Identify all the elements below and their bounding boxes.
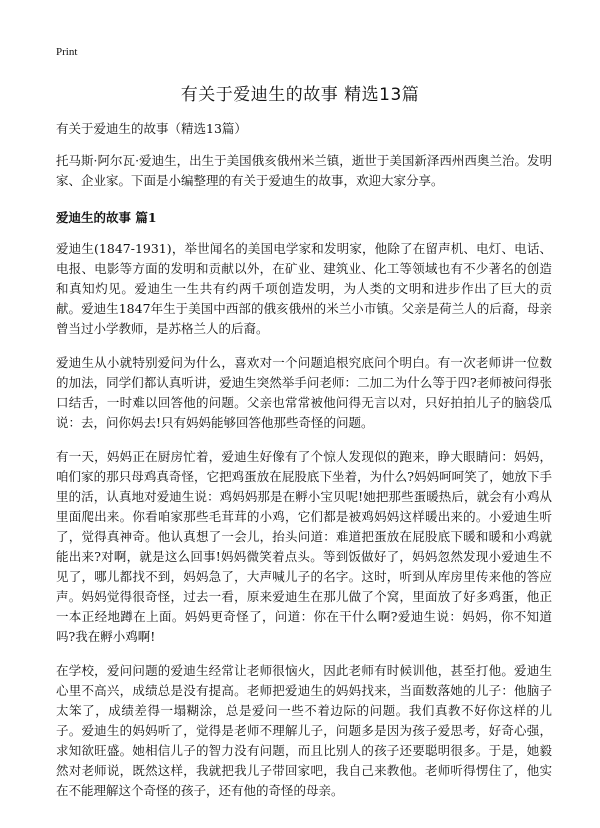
section-heading: 爱迪生的故事 篇1 (56, 210, 157, 225)
body-paragraph: 爱迪生从小就特别爱问为什么，喜欢对一个问题追根究底问个明白。有一次老师讲一位数的加法，同学们都认真听讲，爱迪生突然举手问老师：二加二为什么等于四?老师被问得张口结舌，一时难以回答他的问题。父亲也常常被他问得无言以对，只好拍拍儿子的脑袋瓜说：去，问你妈去!只有妈妈能够回答他那些奇怪的问题。 (56, 355, 552, 430)
document-body (56, 121, 552, 815)
print-label[interactable]: Print (56, 46, 78, 58)
body-paragraph: 爱迪生(1847-1931)，举世闻名的美国电学家和发明家，他除了在留声机、电灯、电话、电报、电影等方面的发明和贡献以外，在矿业、建筑业、化工等领域也有不少著名的创造和真知灼见。爱迪生一生共有约两千项创造发明，为人类的文明和进步作出了巨大的贡献。爱迪生1847年生于美国中西部的俄亥俄州的米兰小市镇。父亲是荷兰人的后裔，母亲曾当过小学教师，是苏格兰人的后裔。 (56, 241, 552, 336)
document-subtitle: 有关于爱迪生的故事（精选13篇） (56, 121, 247, 136)
body-paragraph: 在学校，爱问问题的爱迪生经常让老师很恼火，因此老师有时候训他，甚至打他。爱迪生心里不高兴，成绩总是没有提高。老师把爱迪生的妈妈找来，当面数落她的儿子：他脑子太笨了，成绩差得一塌糊涂，总是爱问一些不着边际的问题。我们真教不好你这样的儿子。爱迪生的妈妈听了，觉得是老师不理解儿子，问题多是因为孩子爱思考，好奇心强，求知欲旺盛。她相信儿子的智力没有问题，而且比别人的孩子还要聪明很多。于是，她毅然对老师说，既然这样，我就把我儿子带回家吧，我自己来教他。老师听得愣住了，他实在不能理解这个奇怪的孩子，还有他的奇怪的母亲。 (56, 663, 552, 798)
document-title: 有关于爱迪生的故事 精选13篇 (180, 85, 420, 105)
body-paragraph: 有一天，妈妈正在厨房忙着，爱迪生好像有了个惊人发现似的跑来，睁大眼睛问：妈妈，咱们家的那只母鸡真奇怪，它把鸡蛋放在屁股底下坐着，为什么?妈妈呵呵笑了，她放下手里的活，认真地对爱迪生说：鸡妈妈那是在孵小宝贝呢!她把那些蛋暖热后，就会有小鸡从里面爬出来。你看咱家那些毛茸茸的小鸡，它们都是被鸡妈妈这样暖出来的。小爱迪生听了，觉得真神奇。他认真想了一会儿，抬头问道：难道把蛋放在屁股底下暖和暖和小鸡就能出来?对啊，就是这么回事!妈妈微笑着点头。等到饭做好了，妈妈忽然发现小爱迪生不见了，哪儿都找不到，妈妈急了，大声喊儿子的名字。这时，听到从库房里传来他的答应声。妈妈觉得很奇怪，过去一看，原来爱迪生在那儿做了个窝，里面放了好多鸡蛋，他正一本正经地蹲在上面。妈妈更奇怪了，问道：你在干什么啊?爱迪生说：妈妈，你不知道吗?我在孵小鸡啊! (56, 449, 552, 644)
intro-paragraph: 托马斯·阿尔瓦·爱迪生，出生于美国俄亥俄州米兰镇，逝世于美国新泽西州西奥兰治。发明家、企业家。下面是小编整理的有关于爱迪生的故事，欢迎大家分享。 (56, 153, 552, 188)
